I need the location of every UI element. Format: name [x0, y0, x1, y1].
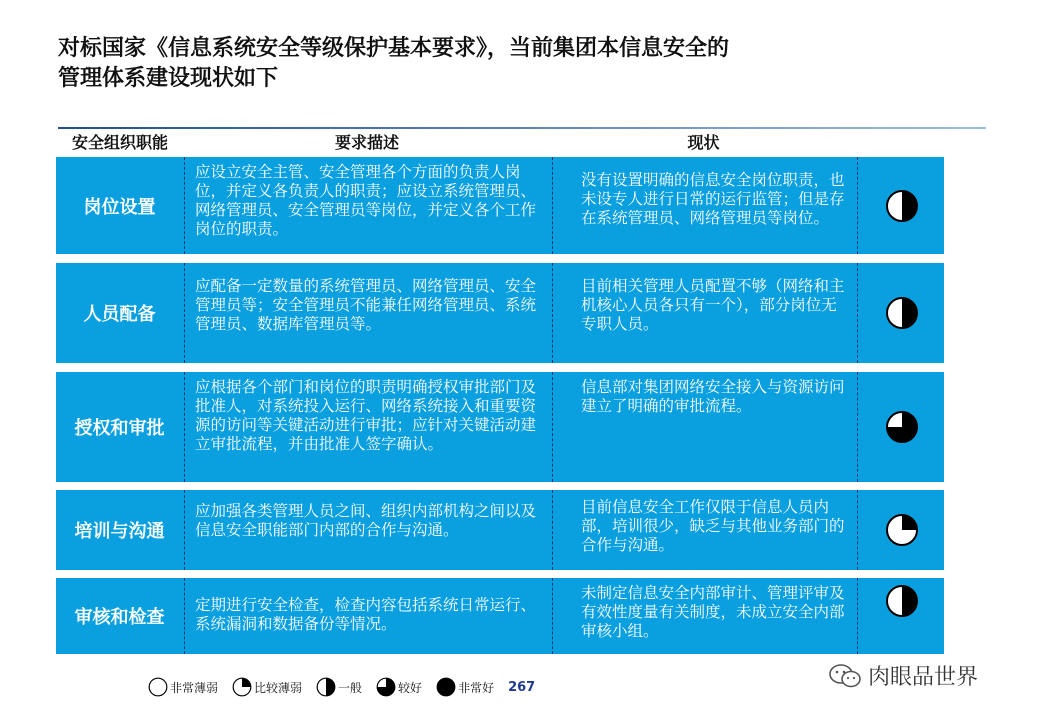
row-requirement — [184, 578, 551, 654]
row-rating — [857, 578, 945, 654]
rating-harvey-ball-icon — [885, 410, 919, 444]
row-function-name: 授权和审批 — [74, 418, 165, 439]
rating-harvey-ball-icon — [885, 296, 919, 330]
table-row — [56, 490, 944, 570]
legend-item — [436, 677, 494, 697]
row-requirement — [184, 263, 551, 363]
row-requirement — [184, 372, 551, 482]
harvey-ball-quarter-icon — [232, 677, 252, 697]
row-requirement — [184, 157, 551, 254]
harvey-ball-empty-icon — [148, 677, 168, 697]
title-line-1: 对标国家《信息系统安全等级保护基本要求》，当前集团本信息安全的 — [58, 36, 730, 61]
column-header-status: 现状 — [687, 133, 720, 152]
row-rating — [857, 263, 945, 363]
harvey-ball-three-quarter-icon — [376, 677, 396, 697]
table-row — [56, 578, 944, 654]
legend-label: 比较薄弱 — [254, 680, 303, 695]
rating-legend — [148, 676, 535, 698]
page-title — [58, 34, 958, 94]
legend-label: 一般 — [338, 680, 363, 695]
row-status — [552, 157, 856, 254]
requirement-text: 应设立安全主管、安全管理各个方面的负责人岗位，并定义各负责人的职责；应设立系统管理员、网络管理员、安全管理员等岗位，并定义各个工作岗位的职责。 — [195, 163, 537, 238]
row-requirement — [184, 490, 551, 570]
harvey-ball-half-icon — [316, 677, 336, 697]
status-text: 信息部对集团网络安全接入与资源访问建立了明确的审批流程。 — [581, 378, 845, 415]
table-row — [56, 372, 944, 482]
legend-item — [232, 677, 302, 697]
row-status — [552, 372, 856, 482]
page-number: 267 — [508, 679, 536, 695]
rating-harvey-ball-icon — [885, 189, 919, 223]
legend-label: 非常好 — [458, 680, 495, 695]
table-row — [56, 263, 944, 363]
title-line-2: 管理体系建设现状如下 — [58, 66, 279, 91]
legend-item — [148, 677, 218, 697]
row-status — [552, 263, 856, 363]
legend-label: 非常薄弱 — [170, 680, 219, 695]
watermark-text: 肉眼品世界 — [868, 665, 979, 690]
status-text: 目前相关管理人员配置不够（网络和主机核心人员各只有一个），部分岗位无专职人员。 — [581, 277, 845, 333]
table-row — [56, 157, 944, 254]
column-header-function: 安全组织职能 — [71, 133, 168, 152]
row-function-name: 人员配备 — [83, 304, 156, 325]
status-text: 没有设置明确的信息安全岗位职责，也未设专人进行日常的运行监管；但是存在系统管理员、网络管理员等岗位。 — [581, 171, 845, 227]
row-function-name: 审核和检查 — [74, 607, 165, 628]
row-function-name: 培训与沟通 — [74, 521, 165, 542]
rating-harvey-ball-icon — [885, 584, 919, 618]
legend-label: 较好 — [398, 680, 423, 695]
status-text: 目前信息安全工作仅限于信息人员内部，培训很少，缺乏与其他业务部门的合作与沟通。 — [581, 498, 845, 554]
legend-item — [316, 677, 362, 697]
column-header-requirement: 要求描述 — [334, 133, 399, 152]
row-status — [552, 490, 856, 570]
watermark — [828, 660, 978, 691]
rating-harvey-ball-icon — [885, 513, 919, 547]
row-status — [552, 578, 856, 654]
status-text: 未制定信息安全内部审计、管理评审及有效性度量有关制度，未成立安全内部审核小组。 — [581, 584, 845, 640]
requirement-text: 应配备一定数量的系统管理员、网络管理员、安全管理员等；安全管理员不能兼任网络管理员、系统管理员、数据库管理员等。 — [195, 277, 537, 333]
legend-item — [376, 677, 422, 697]
row-function-name: 岗位设置 — [83, 196, 156, 218]
requirement-text: 应加强各类管理人员之间、组织内部机构之间以及信息安全职能部门内部的合作与沟通。 — [195, 502, 537, 539]
row-rating — [857, 372, 945, 482]
requirement-text: 定期进行安全检查，检查内容包括系统日常运行、系统漏洞和数据备份等情况。 — [195, 596, 537, 633]
requirement-text: 应根据各个部门和岗位的职责明确授权审批部门及批准人，对系统投入运行、网络系统接入和重要资源的访问等关键活动进行审批；应针对关键活动建立审批流程，并由批准人签字确认。 — [195, 378, 537, 453]
row-rating — [857, 490, 945, 570]
wechat-icon — [828, 662, 862, 690]
row-rating — [857, 157, 945, 254]
header-divider — [58, 127, 986, 129]
harvey-ball-full-icon — [436, 677, 456, 697]
